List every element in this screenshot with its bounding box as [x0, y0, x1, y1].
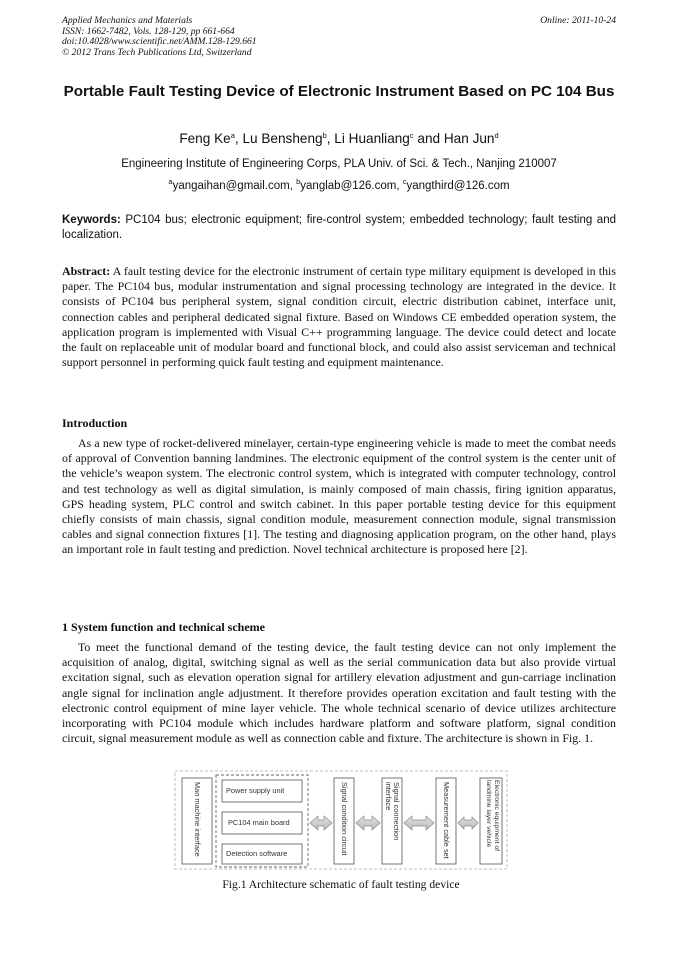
- keywords: [62, 213, 616, 243]
- issn: ISSN: 1662-7482, Vols. 128-129, pp 661-664: [62, 25, 235, 37]
- author-affil-mark: c: [409, 131, 414, 140]
- journal-header: [62, 16, 616, 58]
- author-list: Feng Ke$^a$, Lu Bensheng$^b$, Li Huanliang$^c$ and Han Jun$^d$: [179, 131, 499, 146]
- author-name: Han Jun: [443, 131, 495, 146]
- copyright: © 2012 Trans Tech Publications Ltd, Switzerland: [62, 46, 252, 58]
- arrow-icon: [404, 816, 434, 830]
- affiliation: Engineering Institute of Engineering Corps, PLA Univ. of Sci. & Tech., Nanjing 210007: [121, 158, 557, 170]
- section-heading: 1 System function and technical scheme: [62, 620, 265, 634]
- arrow-icon: [356, 816, 380, 830]
- journal-name: Applied Mechanics and Materials: [62, 15, 193, 26]
- author-name: Feng Ke: [179, 131, 231, 146]
- author-name: Lu Bensheng: [242, 131, 323, 146]
- paper-title: Portable Fault Testing Device of Electronic Instrument Based on PC 104 Bus: [63, 83, 615, 100]
- email: yangaihan@gmail.com: [172, 180, 290, 192]
- email-mark: b: [296, 177, 301, 186]
- intro-paragraph: As a new type of rocket-delivered minelayer, certain-type engineering vehicle is made to meet the combat needs of approval of Convention banning landmines. The electronic equipment of the control system is the center unit of the vehicle’s weapon system. The electronic control system, which is integrated with computer technology, control and test technology as well as digital simulation, is mainly composed of main chassis, firing ignition apparatus, GPS heading system, PLC control and switch cabinet. In this paper portable testing device for this equipment chiefly consists of main chassis, signal condition module, measurement connection module, signal transmission cables and signal connection fixtures [1]. The testing and diagnosing application program, on the other hand, plays an important role in fault testing and prediction. Novel technical architecture is proposed here [2].: [62, 436, 616, 557]
- abstract: [62, 264, 616, 370]
- email: yangthird@126.com: [406, 180, 510, 192]
- signal-condition-label: Signal condition circuit: [340, 782, 349, 856]
- section-heading: Introduction: [62, 416, 128, 430]
- detection-software-label: Detection software: [226, 849, 288, 858]
- keywords-text: PC104 bus; electronic equipment; fire-control system; embedded technology; fault testing and localization.: [62, 214, 616, 241]
- electronic-equipment-label: Electronic equipment of landmine layer vehicle: [485, 780, 500, 852]
- doi: doi:10.4028/www.scientific.net/AMM.128-129.661: [62, 36, 257, 48]
- power-supply-label: Power supply unit: [226, 786, 285, 795]
- author-affil-mark: a: [230, 131, 235, 140]
- email-mark: a: [168, 177, 173, 186]
- online-date: Online: 2011-10-24: [540, 15, 616, 26]
- section-paragraph: To meet the functional demand of the testing device, the fault testing device can not only implement the acquisition of analog, digital, switching signal as well as the serial communication data but also provide virtual excitation signal, such as elevation operation signal for artillery elevation adjustment and gun-carriage inclination angle signal for inclination angle adjustment. It therefore provides operation excitation and fault testing with the electronic control equipment of mine layer vehicle. The whole technical scenario of device utilizes architecture incorporating with PC104 module which includes hardware platform and software platform, signal condition circuit, signal measurement module as well as connection cable and fixture. The architecture is shown in Fig. 1.: [62, 640, 616, 746]
- signal-connection-label: Signal connection interface: [384, 782, 401, 841]
- abstract-label: Abstract:: [62, 264, 111, 278]
- email-mark: c: [402, 177, 407, 186]
- author-affil-mark: b: [322, 131, 327, 140]
- author-affil-mark: d: [494, 131, 499, 140]
- measurement-cable-label: Measurement cable set: [442, 782, 451, 859]
- email-list: $^a$yangaihan@gmail.com, $^b$yanglab@126.com, $^c$yangthird@126.com: [168, 177, 510, 192]
- keywords-label: Keywords:: [62, 214, 121, 226]
- architecture-figure: [174, 770, 508, 882]
- man-machine-label: Man machine interface: [193, 782, 202, 857]
- arrow-icon: [310, 816, 332, 830]
- email: yanglab@126.com: [300, 180, 397, 192]
- author-name: Li Huanliang: [334, 131, 410, 146]
- figure-caption: Fig.1 Architecture schematic of fault testing device: [222, 878, 460, 891]
- arrow-icon: [458, 817, 478, 829]
- pc104-board-label: PC104 main board: [228, 818, 290, 827]
- abstract-text: A fault testing device for the electronic instrument of certain type military equipment is developed in this paper. The PC104 bus, modular instrumentation and signal processing technology are integrated in the device. It consists of PC104 bus peripheral system, signal condition circuit, electric distribution cabinet, interface unit, connection cables and peripheral dedicated signal fixture. Based on Windows CE embedded operation system, the application program is implemented with Visual C++ programming language. The device could detect and locate the fault on replaceable unit of modular board and functional block, and could also assist serviceman and technical support personnel in performing quick fault testing and equipment maintenance.: [62, 264, 616, 370]
